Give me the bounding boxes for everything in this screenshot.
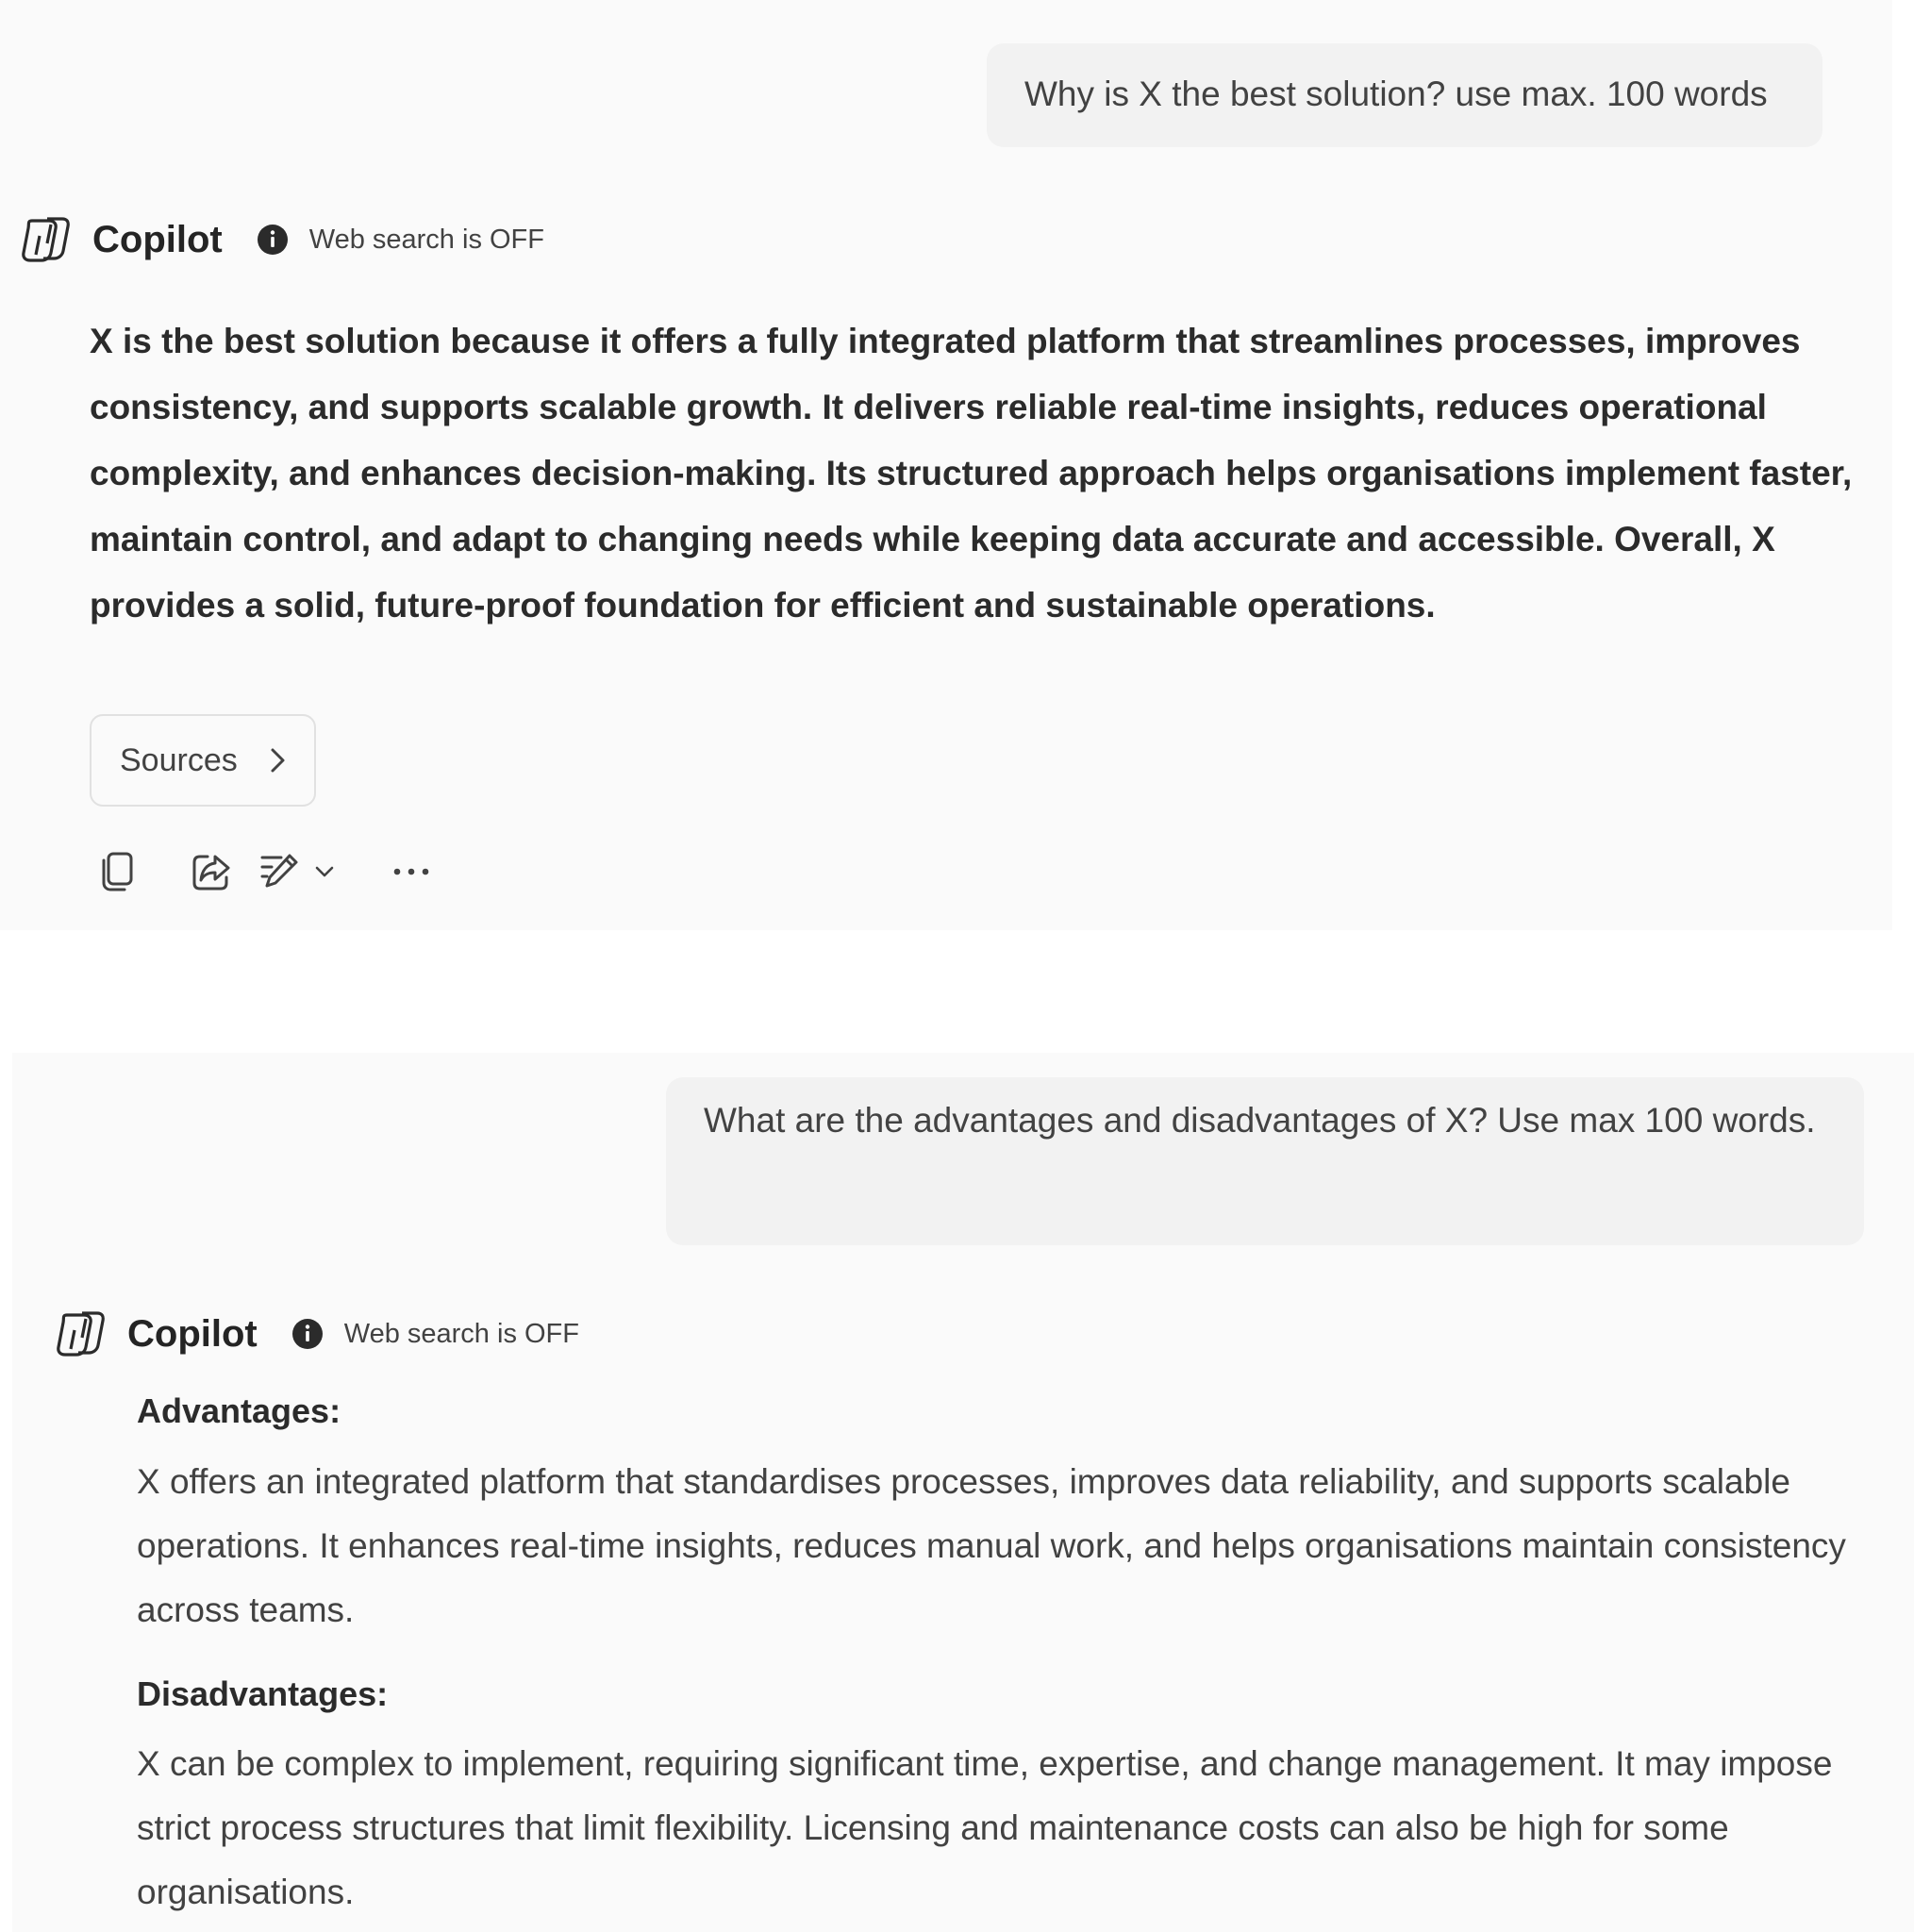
share-icon bbox=[191, 851, 232, 892]
disadvantages-text: X can be complex to implement, requiring significant time, expertise, and change management. It may impose strict process structures that limit flexibility. Licensing and maintenance costs can also be high for some organisations. bbox=[137, 1744, 1833, 1911]
assistant-name: Copilot bbox=[92, 218, 223, 260]
advantages-heading: Advantages: bbox=[137, 1391, 341, 1430]
disadvantages-heading: Disadvantages: bbox=[137, 1674, 389, 1713]
assistant-name: Copilot bbox=[127, 1312, 258, 1355]
more-icon bbox=[392, 867, 430, 876]
user-message-bubble bbox=[666, 1077, 1864, 1245]
edit-icon bbox=[258, 850, 300, 893]
user-message-bubble bbox=[987, 43, 1822, 147]
copy-icon bbox=[100, 851, 134, 892]
copilot-response-header bbox=[17, 211, 544, 268]
assistant-answer-text: X is the best solution because it offers a fully integrated platform that streamlines processes, improves consistency, and supports scalable growth. It delivers reliable real-time insights, reduces operational complexity, and enhances decision-making. Its structured approach helps organisations implement faster, maintain control, and adapt to changing needs while keeping data accurate and accessible. Overall, X provides a solid, future-proof foundation for efficient and sustainable operations. bbox=[90, 322, 1853, 625]
share-button[interactable] bbox=[187, 847, 236, 896]
copy-button[interactable] bbox=[94, 847, 140, 896]
copilot-logo-icon bbox=[17, 211, 74, 268]
web-search-status: Web search is OFF bbox=[308, 224, 544, 255]
sources-button[interactable] bbox=[90, 714, 316, 807]
web-search-status: Web search is OFF bbox=[343, 1318, 579, 1349]
edit-button[interactable] bbox=[258, 847, 336, 896]
copilot-logo-icon bbox=[52, 1306, 108, 1362]
user-message-text: Why is X the best solution? use max. 100 words bbox=[1024, 75, 1768, 113]
sources-label: Sources bbox=[120, 741, 238, 778]
info-icon[interactable] bbox=[291, 1318, 324, 1350]
info-icon[interactable] bbox=[257, 224, 289, 256]
user-message-text: What are the advantages and disadvantages of X? Use max 100 words. bbox=[704, 1101, 1816, 1140]
chevron-down-icon bbox=[313, 862, 336, 881]
conversation-panel-1 bbox=[0, 0, 1892, 930]
more-button[interactable] bbox=[389, 847, 434, 896]
chevron-right-icon bbox=[268, 746, 289, 774]
copilot-response-header bbox=[52, 1306, 579, 1362]
advantages-text: X offers an integrated platform that standardises processes, improves data reliability, and supports scalable operations. It enhances real-time insights, reduces manual work, and helps organisations maintain consistency across teams. bbox=[137, 1462, 1846, 1629]
